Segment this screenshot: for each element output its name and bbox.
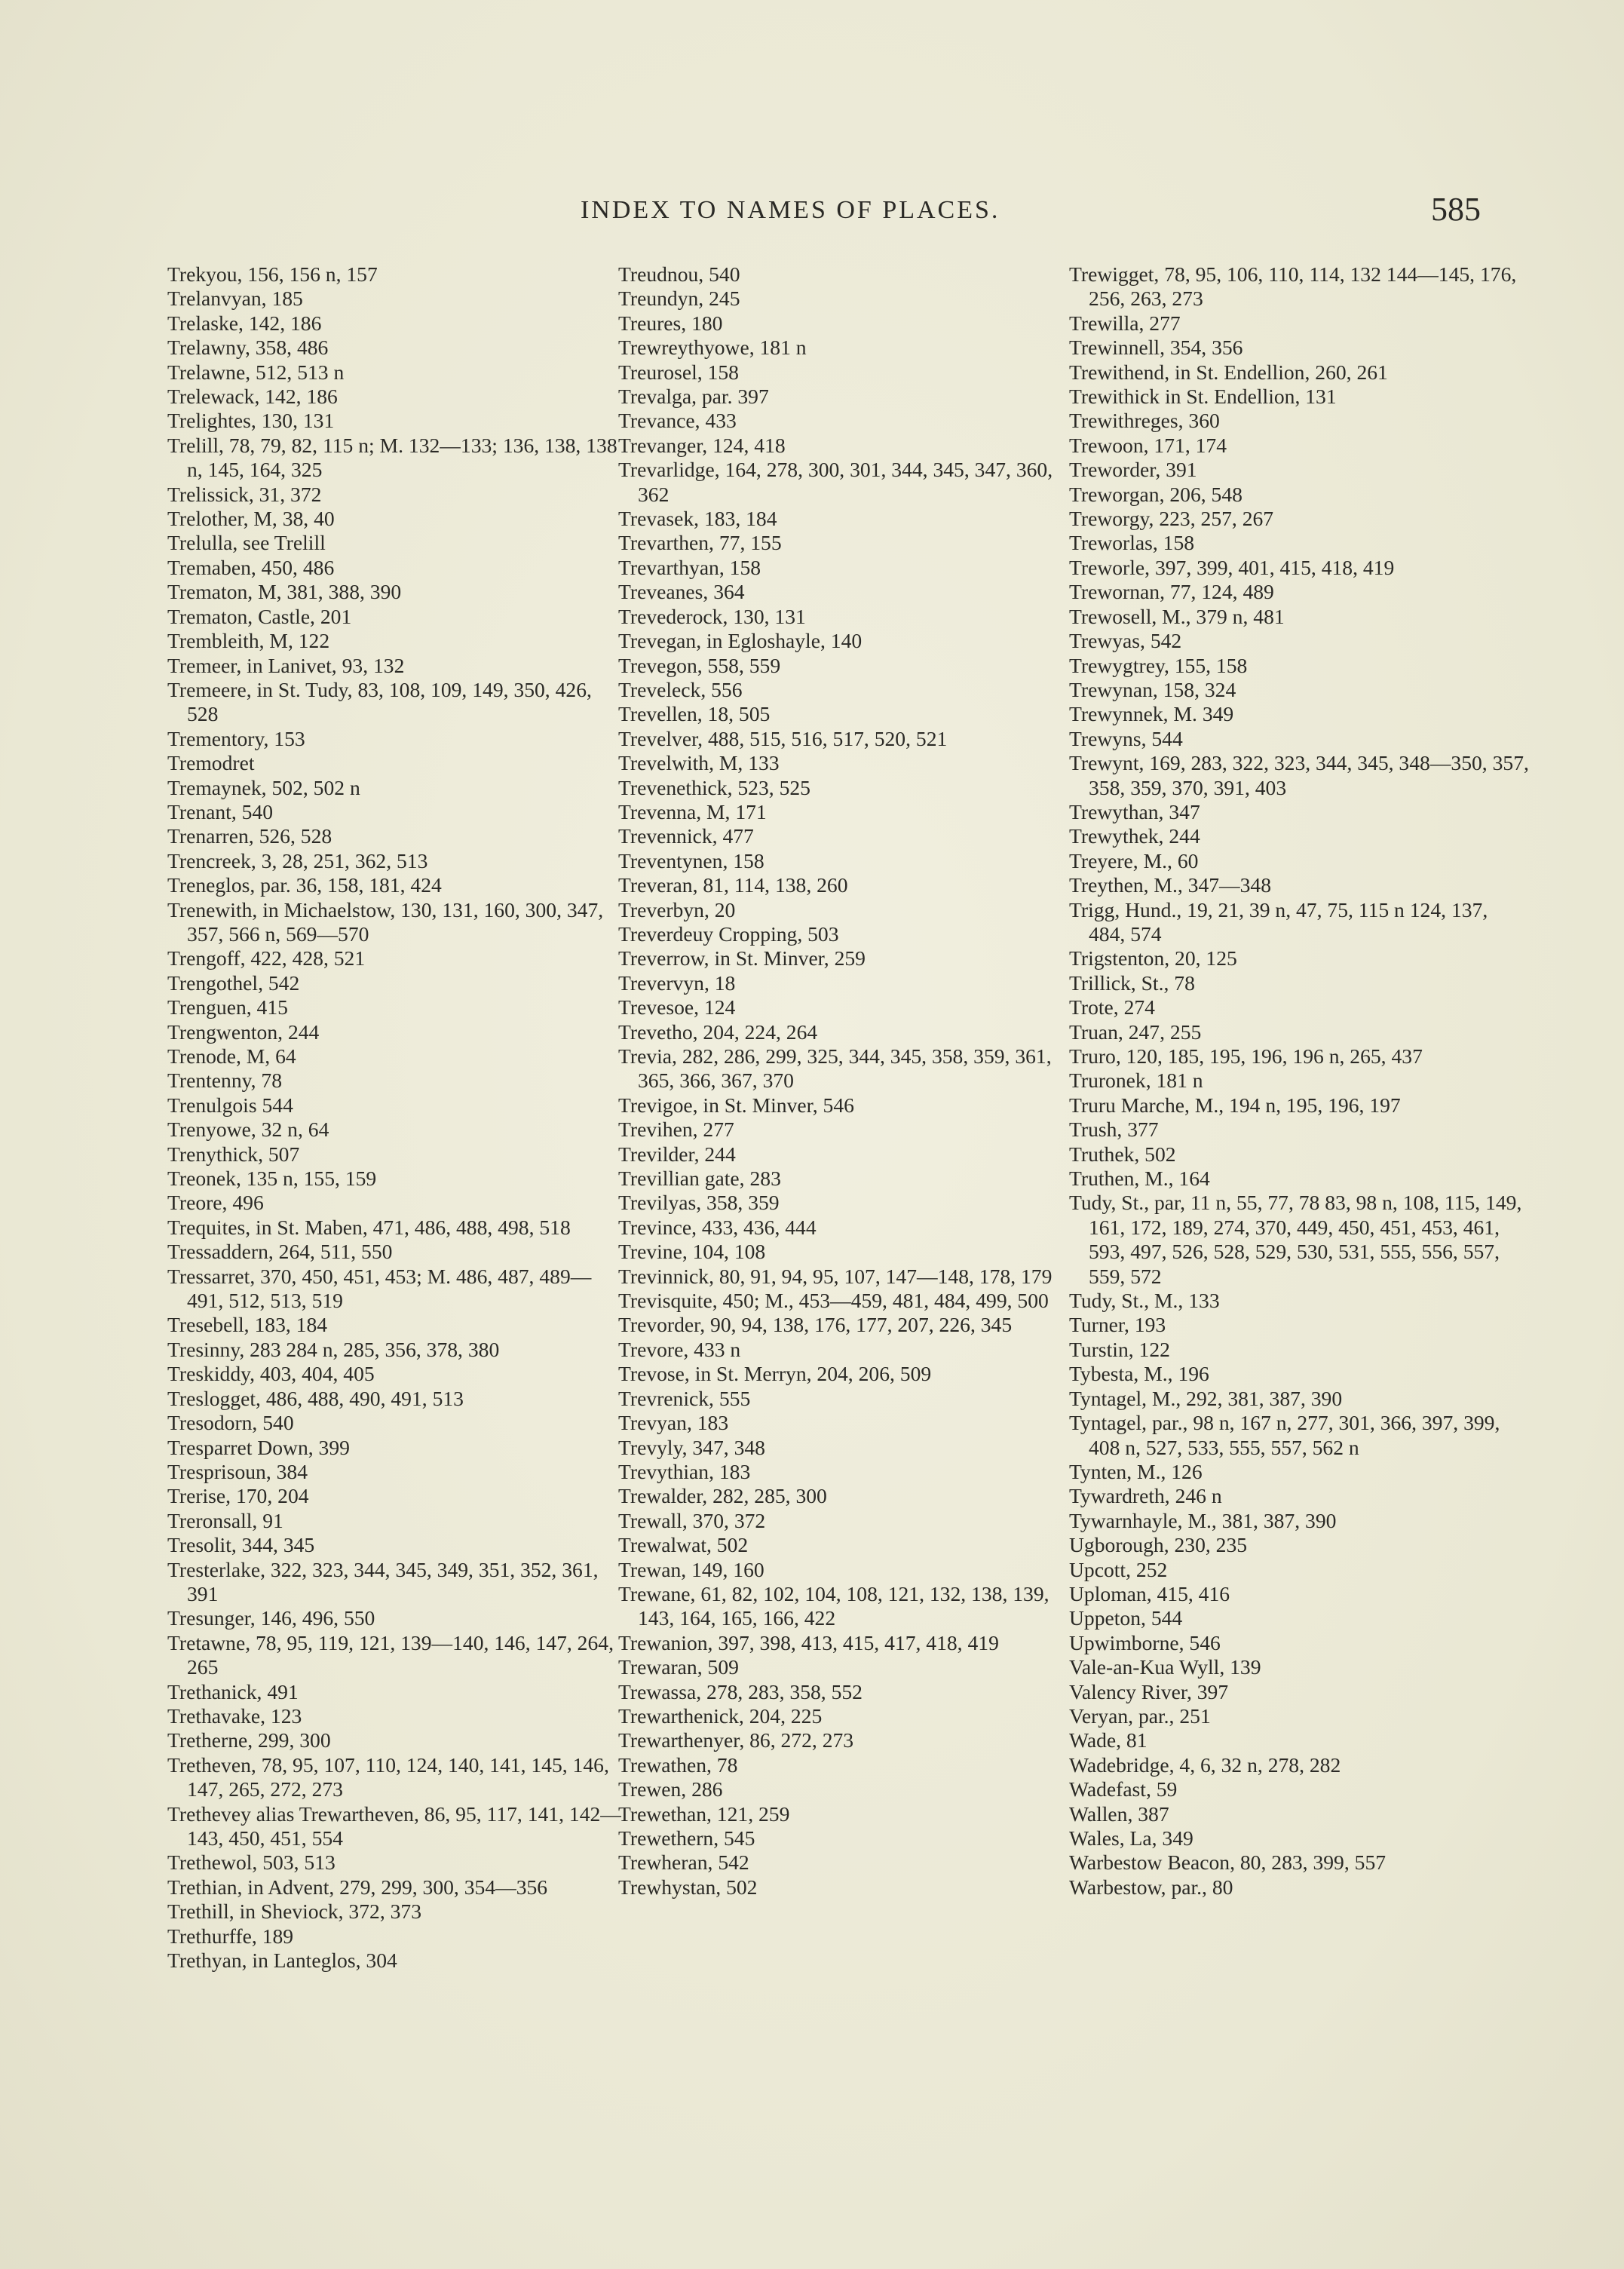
index-entry: Trevarthyan, 158 (618, 555, 761, 579)
index-entry: Treskiddy, 403, 404, 405 (167, 1362, 375, 1386)
index-entry: Trevyan, 183 (618, 1411, 729, 1435)
index-entry: Trenode, M, 64 (167, 1044, 296, 1068)
index-entry: Trequites, in St. Maben, 471, 486, 488, 498, 518 (167, 1215, 571, 1239)
index-entry: Trewarthenyer, 86, 272, 273 (618, 1728, 854, 1752)
index-entry: Trewarthenick, 204, 225 (618, 1703, 823, 1728)
index-entry: Trengothel, 542 (167, 970, 300, 995)
index-entry: Tretawne, 78, 95, 119, 121, 139—140, 146, 147, 264, 265 (167, 1630, 614, 1679)
index-column-3 (1069, 262, 1529, 1900)
index-entry: Trewithend, in St. Endellion, 260, 261 (1069, 360, 1388, 384)
index-entry: Trewan, 149, 160 (618, 1557, 765, 1581)
index-entry: Trewigget, 78, 95, 106, 110, 114, 132 144—145, 176, 256, 263, 273 (1069, 262, 1517, 311)
index-entry: Trevrenick, 555 (618, 1386, 751, 1410)
index-entry: Veryan, par., 251 (1069, 1703, 1211, 1728)
index-entry: Trenguen, 415 (167, 995, 288, 1020)
index-entry: Trentenny, 78 (167, 1069, 283, 1093)
index-entry: Trekyou, 156, 156 n, 157 (167, 262, 378, 286)
index-entry: Trewethern, 545 (618, 1826, 755, 1850)
index-entry: Trematon, M, 381, 388, 390 (167, 580, 402, 604)
index-entry: Trelanvyan, 185 (167, 287, 303, 311)
index-entry: Trewygtrey, 155, 158 (1069, 653, 1248, 677)
index-entry: Trewreythyowe, 181 n (618, 336, 807, 360)
index-entry: Trevanger, 124, 418 (618, 433, 786, 457)
index-entry: Tresparret Down, 399 (167, 1435, 350, 1459)
index-entry: Tremaynek, 502, 502 n (167, 775, 360, 799)
index-entry: Treronsall, 91 (167, 1508, 283, 1532)
index-entry: Trevesoe, 124 (618, 995, 736, 1020)
index-entry: Truro, 120, 185, 195, 196, 196 n, 265, 437 (1069, 1044, 1423, 1068)
index-entry: Tremaben, 450, 486 (167, 555, 335, 579)
index-entry: Trevince, 433, 436, 444 (618, 1215, 817, 1239)
index-entry: Trewyns, 544 (1069, 726, 1183, 750)
index-entry: Trevarthen, 77, 155 (618, 531, 782, 555)
index-entry: Trevine, 104, 108 (618, 1240, 766, 1264)
index-entry: Trelother, M, 38, 40 (167, 507, 335, 531)
index-entry: Tretheven, 78, 95, 107, 110, 124, 140, 141, 145, 146, 147, 265, 272, 273 (167, 1752, 609, 1801)
index-entry: Truthek, 502 (1069, 1142, 1176, 1166)
index-entry: Trevilyas, 358, 359 (618, 1191, 780, 1215)
index-entry: Trenant, 540 (167, 799, 274, 823)
index-entry: Trevance, 433 (618, 409, 737, 433)
index-entry: Warbestow Beacon, 80, 283, 399, 557 (1069, 1850, 1387, 1875)
index-entry: Trevigoe, in St. Minver, 546 (618, 1093, 854, 1117)
index-entry: Treworder, 391 (1069, 458, 1197, 482)
index-entry: Trengoff, 422, 428, 521 (167, 946, 366, 970)
index-entry: Trevorder, 90, 94, 138, 176, 177, 207, 226, 345 (618, 1313, 1013, 1337)
index-entry: Truthen, M., 164 (1069, 1167, 1210, 1191)
index-entry: Trewaran, 509 (618, 1655, 739, 1679)
index-entry: Treworle, 397, 399, 401, 415, 418, 419 (1069, 555, 1395, 579)
index-entry: Tudy, St., M., 133 (1069, 1289, 1220, 1313)
index-entry: Trenewith, in Michaelstow, 130, 131, 160, 300, 347, 357, 566 n, 569—570 (167, 897, 604, 946)
index-entry: Treundyn, 245 (618, 287, 740, 311)
index-entry: Treworgy, 223, 257, 267 (1069, 507, 1274, 531)
page-header (0, 187, 1624, 240)
index-entry: Trerise, 170, 204 (167, 1484, 309, 1508)
index-entry: Trevose, in St. Merryn, 204, 206, 509 (618, 1362, 932, 1386)
index-entry: Trewalder, 282, 285, 300 (618, 1484, 827, 1508)
index-entry: Trush, 377 (1069, 1118, 1159, 1142)
index-entry: Trethewol, 503, 513 (167, 1850, 336, 1875)
index-entry: Trewilla, 277 (1069, 311, 1181, 335)
index-entry: Trewynt, 169, 283, 322, 323, 344, 345, 348—350, 357, 358, 359, 370, 391, 403 (1069, 751, 1529, 799)
index-entry: Trenyowe, 32 n, 64 (167, 1118, 329, 1142)
index-entry: Trethavake, 123 (167, 1703, 302, 1728)
index-entry: Trelissick, 31, 372 (167, 482, 322, 506)
index-entry: Warbestow, par., 80 (1069, 1875, 1233, 1899)
index-entry: Trevythian, 183 (618, 1459, 751, 1483)
index-entry: Trevihen, 277 (618, 1118, 734, 1142)
index-entry: Trethevey alias Trewartheven, 86, 95, 117, 141, 142—143, 450, 451, 554 (167, 1801, 621, 1850)
index-entry: Trelill, 78, 79, 82, 115 n; M. 132—133; 136, 138, 138 n, 145, 164, 325 (167, 433, 617, 482)
index-entry: Truan, 247, 255 (1069, 1020, 1202, 1044)
index-entry: Treythen, M., 347—348 (1069, 873, 1272, 897)
index-entry: Trementory, 153 (167, 726, 305, 750)
index-entry: Trigstenton, 20, 125 (1069, 946, 1237, 970)
index-entry: Trenarren, 526, 528 (167, 824, 332, 848)
index-entry: Wadebridge, 4, 6, 32 n, 278, 282 (1069, 1752, 1341, 1777)
index-entry: Tybesta, M., 196 (1069, 1362, 1209, 1386)
index-entry: Trethanick, 491 (167, 1679, 299, 1703)
index-entry: Trevyly, 347, 348 (618, 1435, 765, 1459)
index-entry: Wade, 81 (1069, 1728, 1148, 1752)
index-entry: Tresterlake, 322, 323, 344, 345, 349, 351, 352, 361, 391 (167, 1557, 599, 1605)
index-entry: Turstin, 122 (1069, 1337, 1170, 1361)
index-entry: Trewythek, 244 (1069, 824, 1200, 848)
index-entry: Trethurffe, 189 (167, 1924, 294, 1948)
index-entry: Tressarret, 370, 450, 451, 453; M. 486, 487, 489—491, 512, 513, 519 (167, 1264, 592, 1313)
index-entry: Trelulla, see Trelill (167, 531, 326, 555)
index-entry: Vale-an-Kua Wyll, 139 (1069, 1655, 1261, 1679)
index-entry: Trevarlidge, 164, 278, 300, 301, 344, 345, 347, 360, 362 (618, 458, 1053, 506)
index-entry: Tretherne, 299, 300 (167, 1728, 331, 1752)
index-entry: Treslogget, 486, 488, 490, 491, 513 (167, 1386, 464, 1410)
index-entry: Wales, La, 349 (1069, 1826, 1193, 1850)
index-entry: Uppeton, 544 (1069, 1606, 1183, 1630)
index-entry: Treworlas, 158 (1069, 531, 1195, 555)
index-entry: Treneglos, par. 36, 158, 181, 424 (167, 873, 442, 897)
index-entry: Trewall, 370, 372 (618, 1508, 766, 1532)
index-entry: Treurosel, 158 (618, 360, 739, 384)
index-entry: Trevetho, 204, 224, 264 (618, 1020, 818, 1044)
index-entry: Trevervyn, 18 (618, 970, 736, 995)
index-entry: Trenythick, 507 (167, 1142, 300, 1166)
index-entry: Tresinny, 283 284 n, 285, 356, 378, 380 (167, 1337, 500, 1361)
index-entry: Trewithick in St. Endellion, 131 (1069, 385, 1337, 409)
index-entry: Treonek, 135 n, 155, 159 (167, 1167, 377, 1191)
index-entry: Upwimborne, 546 (1069, 1630, 1221, 1654)
index-entry: Trethyan, in Lanteglos, 304 (167, 1949, 397, 1973)
index-entry: Tynten, M., 126 (1069, 1459, 1203, 1483)
index-entry: Trewen, 286 (618, 1777, 723, 1801)
index-entry: Wadefast, 59 (1069, 1777, 1178, 1801)
index-entry: Trewinnell, 354, 356 (1069, 336, 1243, 360)
index-entry: Trewheran, 542 (618, 1850, 749, 1875)
index-entry: Trevia, 282, 286, 299, 325, 344, 345, 358, 359, 361, 365, 366, 367, 370 (618, 1044, 1052, 1093)
index-entry: Tremodret (167, 751, 255, 775)
index-entry: Trelawne, 512, 513 n (167, 360, 345, 384)
index-entry: Trevenna, M, 171 (618, 799, 767, 823)
index-entry: Trevennick, 477 (618, 824, 754, 848)
index-entry: Tywarnhayle, M., 381, 387, 390 (1069, 1508, 1337, 1532)
index-entry: Trillick, St., 78 (1069, 970, 1195, 995)
index-entry: Trewalwat, 502 (618, 1533, 749, 1557)
index-entry: Treverbyn, 20 (618, 897, 736, 921)
index-entry: Trewythan, 347 (1069, 799, 1200, 823)
index-column-2 (618, 262, 1078, 1900)
index-entry: Trelewack, 142, 186 (167, 385, 338, 409)
index-entry: Truronek, 181 n (1069, 1069, 1203, 1093)
index-entry: Trematon, Castle, 201 (167, 604, 352, 628)
index-entry: Tressaddern, 264, 511, 550 (167, 1240, 393, 1264)
index-entry: Trevasek, 183, 184 (618, 507, 777, 531)
index-entry: Trewynnek, M. 349 (1069, 702, 1234, 726)
page-number: 585 (1431, 191, 1481, 228)
index-entry: Trote, 274 (1069, 995, 1155, 1020)
index-entry: Trethian, in Advent, 279, 299, 300, 354—356 (167, 1875, 548, 1899)
index-entry: Treore, 496 (167, 1191, 264, 1215)
index-entry: Treverdeuy Cropping, 503 (618, 921, 839, 946)
index-entry: Turner, 193 (1069, 1313, 1166, 1337)
index-entry: Treworgan, 206, 548 (1069, 482, 1243, 506)
index-entry: Trewane, 61, 82, 102, 104, 108, 121, 132, 138, 139, 143, 164, 165, 166, 422 (618, 1581, 1049, 1630)
index-entry: Trewosell, M., 379 n, 481 (1069, 604, 1285, 628)
index-entry: Valency River, 397 (1069, 1679, 1229, 1703)
index-column-1 (167, 262, 627, 1973)
index-entry: Trenulgois 544 (167, 1093, 293, 1117)
index-entry: Trelaske, 142, 186 (167, 311, 322, 335)
running-title: INDEX TO NAMES OF PLACES. (581, 196, 1000, 224)
index-entry: Trelawny, 358, 486 (167, 336, 329, 360)
index-entry: Tresprisoun, 384 (167, 1459, 308, 1483)
index-entry: Trevellen, 18, 505 (618, 702, 771, 726)
index-entry: Trevegon, 558, 559 (618, 653, 781, 677)
index-entry: Trevenethick, 523, 525 (618, 775, 810, 799)
index-entry: Trewethan, 121, 259 (618, 1801, 790, 1826)
index-entry: Truru Marche, M., 194 n, 195, 196, 197 (1069, 1093, 1401, 1117)
index-entry: Tyntagel, M., 292, 381, 387, 390 (1069, 1386, 1343, 1410)
index-entry: Treveran, 81, 114, 138, 260 (618, 873, 848, 897)
index-entry: Trevelwith, M, 133 (618, 751, 780, 775)
index-entry: Upcott, 252 (1069, 1557, 1168, 1581)
index-entry: Treveanes, 364 (618, 580, 745, 604)
index-entry: Tresolit, 344, 345 (167, 1533, 315, 1557)
index-entry: Treures, 180 (618, 311, 723, 335)
index-entry: Trengwenton, 244 (167, 1020, 320, 1044)
index-entry: Trevegan, in Egloshayle, 140 (618, 629, 863, 653)
index-entry: Trewornan, 77, 124, 489 (1069, 580, 1274, 604)
index-entry: Tresebell, 183, 184 (167, 1313, 328, 1337)
index-entry: Treyere, M., 60 (1069, 848, 1199, 872)
index-entry: Treudnou, 540 (618, 262, 740, 286)
index-entry: Trewithreges, 360 (1069, 409, 1220, 433)
index-entry: Trencreek, 3, 28, 251, 362, 513 (167, 848, 428, 872)
index-entry: Tudy, St., par, 11 n, 55, 77, 78 83, 98 n, 108, 115, 149, 161, 172, 189, 274, 370, 449, 450, 451, 453, 461, 593, 497, 526, 528, 529, 530, 531, 555, 556, 557, 559, 572 (1069, 1191, 1522, 1288)
index-entry: Tremeer, in Lanivet, 93, 132 (167, 653, 405, 677)
index-entry: Treveleck, 556 (618, 677, 743, 701)
index-entry: Ugborough, 230, 235 (1069, 1533, 1248, 1557)
index-entry: Trevelver, 488, 515, 516, 517, 520, 521 (618, 726, 948, 750)
index-entry: Trevillian gate, 283 (618, 1167, 781, 1191)
index-entry: Treverrow, in St. Minver, 259 (618, 946, 866, 970)
index-entry: Trevisquite, 450; M., 453—459, 481, 484, 499, 500 (618, 1289, 1049, 1313)
index-entry: Tremeere, in St. Tudy, 83, 108, 109, 149, 350, 426, 528 (167, 677, 592, 726)
index-entry: Trevalga, par. 397 (618, 385, 769, 409)
index-entry: Tyntagel, par., 98 n, 167 n, 277, 301, 366, 397, 399, 408 n, 527, 533, 555, 557, 562 n (1069, 1411, 1500, 1459)
index-entry: Trevederock, 130, 131 (618, 604, 806, 628)
index-entry: Trewoon, 171, 174 (1069, 433, 1227, 457)
index-entry: Trembleith, M, 122 (167, 629, 330, 653)
index-entry: Trigg, Hund., 19, 21, 39 n, 47, 75, 115 n 124, 137, 484, 574 (1069, 897, 1488, 946)
index-entry: Trewanion, 397, 398, 413, 415, 417, 418, 419 (618, 1630, 999, 1654)
index-entry: Trewassa, 278, 283, 358, 552 (618, 1679, 863, 1703)
index-entry: Trewynan, 158, 324 (1069, 677, 1236, 701)
index-entry: Trelightes, 130, 131 (167, 409, 335, 433)
index-entry: Trevilder, 244 (618, 1142, 736, 1166)
index-entry: Trewyas, 542 (1069, 629, 1182, 653)
index-entry: Trevinnick, 80, 91, 94, 95, 107, 147—148, 178, 179 (618, 1264, 1053, 1288)
index-entry: Tywardreth, 246 n (1069, 1484, 1222, 1508)
index-entry: Tresunger, 146, 496, 550 (167, 1606, 375, 1630)
index-entry: Wallen, 387 (1069, 1801, 1169, 1826)
index-entry: Tresodorn, 540 (167, 1411, 294, 1435)
index-entry: Uploman, 415, 416 (1069, 1581, 1230, 1605)
index-entry: Trewathen, 78 (618, 1752, 738, 1777)
index-entry: Trewhystan, 502 (618, 1875, 758, 1899)
index-entry: Trethill, in Sheviock, 372, 373 (167, 1900, 422, 1924)
index-entry: Trevore, 433 n (618, 1337, 741, 1361)
index-entry: Treventynen, 158 (618, 848, 765, 872)
